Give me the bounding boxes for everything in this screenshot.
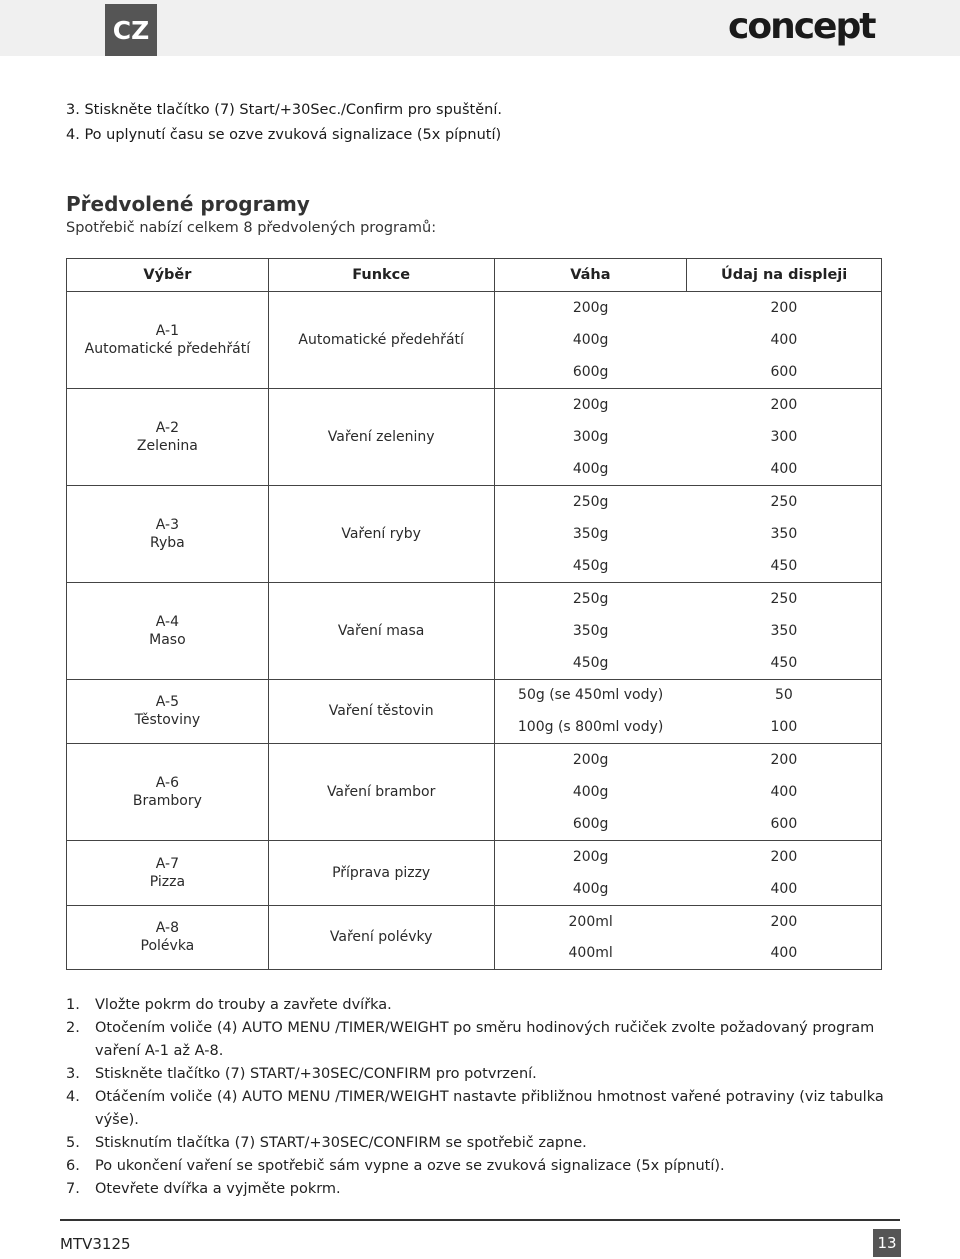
- program-code: A-7: [155, 855, 179, 872]
- display-cell: 250: [687, 485, 882, 517]
- step-number: 2.: [66, 1020, 80, 1036]
- table-row: [67, 841, 882, 873]
- program-selection-cell: [67, 905, 269, 970]
- program-name: Ryba: [150, 534, 185, 551]
- program-name: Zelenina: [136, 437, 198, 454]
- program-selection-cell: [67, 841, 269, 906]
- weight-cell: 300g: [494, 421, 687, 453]
- table-row: [67, 744, 882, 776]
- step-number: 3.: [66, 1066, 80, 1082]
- display-cell: 200: [687, 841, 882, 873]
- program-selection-cell: [67, 292, 269, 389]
- table-header-row: [67, 259, 882, 292]
- header-weight: Váha: [494, 259, 687, 292]
- weight-cell: 400g: [494, 776, 687, 808]
- list-item: [66, 1155, 906, 1178]
- display-cell: 600: [687, 356, 882, 388]
- display-cell: 300: [687, 421, 882, 453]
- program-code: A-3: [155, 516, 179, 533]
- weight-cell: 250g: [494, 485, 687, 517]
- display-cell: 600: [687, 808, 882, 840]
- list-item: [66, 1086, 906, 1132]
- instruction-steps: [66, 994, 906, 1201]
- display-cell: 200: [687, 388, 882, 420]
- display-cell: 400: [687, 324, 882, 356]
- program-function: Vaření masa: [268, 582, 494, 679]
- footer-divider: [60, 1219, 900, 1221]
- language-badge: CZ: [105, 4, 157, 56]
- model-number: MTV3125: [60, 1235, 131, 1253]
- program-code: A-2: [155, 419, 179, 436]
- program-code: A-1: [155, 322, 179, 339]
- program-selection-cell: [67, 679, 269, 744]
- step-text: Otáčením voliče (4) AUTO MENU /TIMER/WEIGHT nastavte přibližnou hmotnost vařené potraviny (viz tabulka výše).: [95, 1089, 884, 1128]
- weight-cell: 600g: [494, 356, 687, 388]
- program-name: Polévka: [140, 938, 195, 955]
- weight-cell: 400ml: [494, 937, 687, 969]
- program-function: Vaření brambor: [268, 744, 494, 841]
- weight-cell: 400g: [494, 453, 687, 485]
- table-row: [67, 388, 882, 420]
- step-number: 4.: [66, 1089, 80, 1105]
- program-selection-cell: [67, 485, 269, 582]
- weight-cell: 400g: [494, 324, 687, 356]
- table-row: [67, 582, 882, 614]
- step-number: 6.: [66, 1158, 80, 1174]
- weight-cell: 200g: [494, 841, 687, 873]
- program-code: A-5: [155, 694, 179, 711]
- program-function: Vaření polévky: [268, 905, 494, 970]
- step-text: Vložte pokrm do trouby a zavřete dvířka.: [95, 997, 392, 1013]
- weight-cell: 400g: [494, 873, 687, 905]
- step-text: Stiskněte tlačítko (7) START/+30SEC/CONFIRM pro potvrzení.: [95, 1066, 537, 1082]
- program-function: Vaření ryby: [268, 485, 494, 582]
- step-text: Stisknutím tlačítka (7) START/+30SEC/CONFIRM se spotřebič zapne.: [95, 1135, 587, 1151]
- list-item: [66, 1017, 906, 1063]
- display-cell: 200: [687, 292, 882, 324]
- program-code: A-4: [155, 613, 179, 630]
- table-row: [67, 679, 882, 711]
- display-cell: 350: [687, 518, 882, 550]
- program-name: Brambory: [132, 793, 202, 810]
- weight-cell: 200ml: [494, 905, 687, 937]
- table-row: [67, 292, 882, 324]
- display-cell: 400: [687, 873, 882, 905]
- program-name: Maso: [149, 631, 186, 648]
- program-selection-cell: [67, 388, 269, 485]
- display-cell: 200: [687, 905, 882, 937]
- list-item: [66, 1178, 906, 1201]
- program-function: Příprava pizzy: [268, 841, 494, 906]
- weight-cell: 350g: [494, 518, 687, 550]
- program-name: Těstoviny: [134, 712, 201, 729]
- weight-cell: 250g: [494, 582, 687, 614]
- header-function: Funkce: [268, 259, 494, 292]
- step-number: 5.: [66, 1135, 80, 1151]
- step-number: 1.: [66, 997, 80, 1013]
- program-name: Automatické předehřátí: [84, 340, 251, 357]
- display-cell: 350: [687, 614, 882, 646]
- weight-cell: 450g: [494, 550, 687, 582]
- weight-cell: 50g (se 450ml vody): [494, 679, 687, 711]
- display-cell: 450: [687, 647, 882, 679]
- weight-cell: 200g: [494, 744, 687, 776]
- program-selection-cell: [67, 582, 269, 679]
- weight-cell: 100g (s 800ml vody): [494, 711, 687, 743]
- programs-table: [66, 258, 882, 970]
- step-number: 7.: [66, 1181, 80, 1197]
- list-item: [66, 994, 906, 1017]
- section-subtitle: Spotřebič nabízí celkem 8 předvolených programů:: [66, 220, 437, 236]
- program-function: Automatické předehřátí: [268, 292, 494, 389]
- weight-cell: 200g: [494, 292, 687, 324]
- list-item: [66, 1132, 906, 1155]
- display-cell: 450: [687, 550, 882, 582]
- weight-cell: 350g: [494, 614, 687, 646]
- display-cell: 400: [687, 453, 882, 485]
- weight-cell: 200g: [494, 388, 687, 420]
- table-row: [67, 905, 882, 937]
- step-text: Po ukončení vaření se spotřebič sám vypne a ozve se zvuková signalizace (5x pípnutí).: [95, 1158, 725, 1174]
- display-cell: 200: [687, 744, 882, 776]
- weight-cell: 450g: [494, 647, 687, 679]
- step-text: Otočením voliče (4) AUTO MENU /TIMER/WEIGHT po směru hodinových ručiček zvolte požadovaný program vaření A-1 až A-8.: [95, 1020, 875, 1059]
- section-title: Předvolené programy: [66, 192, 310, 216]
- display-cell: 50: [687, 679, 882, 711]
- weight-cell: 600g: [494, 808, 687, 840]
- program-selection-cell: [67, 744, 269, 841]
- intro-step-4: 4. Po uplynutí času se ozve zvuková signalizace (5x pípnutí): [66, 127, 502, 143]
- program-function: Vaření těstovin: [268, 679, 494, 744]
- program-function: Vaření zeleniny: [268, 388, 494, 485]
- intro-step-3: 3. Stiskněte tlačítko (7) Start/+30Sec./Confirm pro spuštění.: [66, 102, 502, 118]
- display-cell: 100: [687, 711, 882, 743]
- table-row: [67, 485, 882, 517]
- display-cell: 250: [687, 582, 882, 614]
- brand-logo: concept: [728, 6, 875, 47]
- list-item: [66, 1063, 906, 1086]
- page-number: 13: [873, 1229, 901, 1257]
- display-cell: 400: [687, 937, 882, 969]
- program-name: Pizza: [149, 873, 186, 890]
- header-selection: Výběr: [67, 259, 269, 292]
- step-text: Otevřete dvířka a vyjměte pokrm.: [95, 1181, 341, 1197]
- program-code: A-6: [155, 775, 179, 792]
- program-code: A-8: [155, 920, 179, 937]
- header-display: Údaj na displeji: [687, 259, 882, 292]
- display-cell: 400: [687, 776, 882, 808]
